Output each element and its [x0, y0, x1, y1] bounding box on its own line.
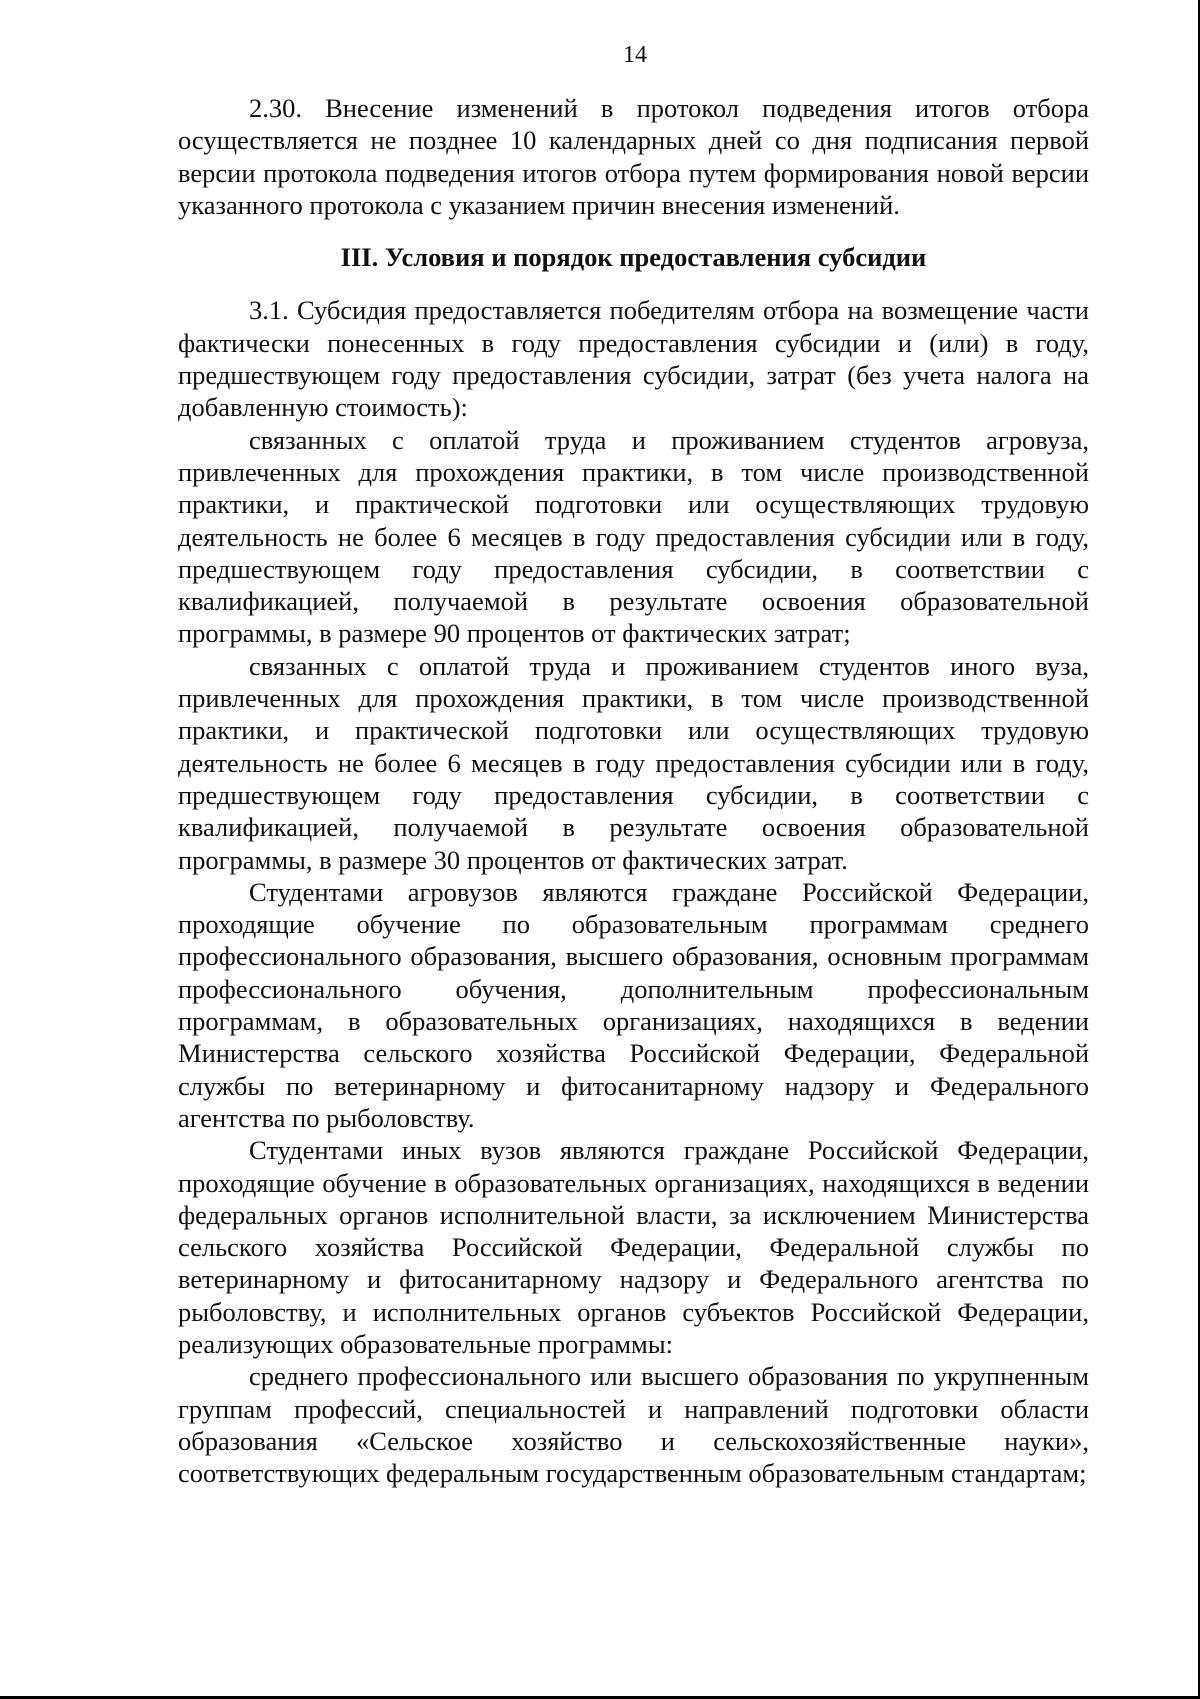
paragraph-definition-agrovuz: Студентами агровузов являются граждане Российской Федерации, проходящие обучение по образовательным программам среднего профессионального образования, высшего образования, основным программам профессионального обучения, дополнительным профессиональным программам, в образовательных организациях, находящихся в ведении Министерства сельского хозяйства Российской Федерации, Федеральной службы по ветеринарному и фитосанитарному надзору и Федерального агентства по рыболовству. [178, 876, 1089, 1133]
paragraph-definition-other-vuz: Студентами иных вузов являются граждане Российской Федерации, проходящие обучение в образовательных организациях, находящихся в ведении федеральных органов исполнительной власти, за исключением Министерства сельского хозяйства Российской Федерации, Федеральной службы по ветеринарному и фитосанитарному надзору и Федерального агентства по рыболовству, и исполнительных органов субъектов Российской Федерации, реализующих образовательные программы: [178, 1135, 1089, 1359]
list-item-agrovuz-costs: связанных с оплатой труда и проживанием студентов агровуза, привлеченных для прохождения практики, в том числе производственной практики, и практической подготовки или осуществляющих трудовую деятельность не более 6 месяцев в году предоставления субсидии или в году, предшествующем году предоставления субсидии, в соответствии с квалификацией, получаемой в результате освоения образовательной программы, в размере 90 процентов от фактических затрат; [178, 424, 1089, 649]
paragraph-2-30: 2.30. Внесение изменений в протокол подведения итогов отбора осуществляется не позднее 10 календарных дней со дня подписания первой версии протокола подведения итогов отбора путем формирования новой версии указанного протокола с указанием причин внесения изменений. [178, 93, 1089, 220]
paragraph-3-1: 3.1. Субсидия предоставляется победителям отбора на возмещение части фактически понесенных в году предоставления субсидии и (или) в году, предшествующем году предоставления субсидии, затрат (без учета налога на добавленную стоимость): [178, 295, 1089, 423]
document-body [178, 92, 1089, 1489]
list-item-secondary-higher-education: среднего профессионального или высшего образования по укрупненным группам профессий, специальностей и направлений подготовки области образования «Сельское хозяйство и сельскохозяйственные науки», соответствующих федеральным государственным образовательным стандартам; [178, 1361, 1089, 1489]
page-number: 14 [623, 42, 647, 68]
list-item-other-vuz-costs: связанных с оплатой труда и проживанием студентов иного вуза, привлеченных для прохождения практики, в том числе производственной практики, и практической подготовки или осуществляющих трудовую деятельность не более 6 месяцев в году предоставления субсидии или в году, предшествующем году предоставления субсидии, в соответствии с квалификацией, получаемой в результате освоения образовательной программы, в размере 30 процентов от фактических затрат. [178, 650, 1089, 875]
section-heading: III. Условия и порядок предоставления субсидии [340, 242, 927, 273]
